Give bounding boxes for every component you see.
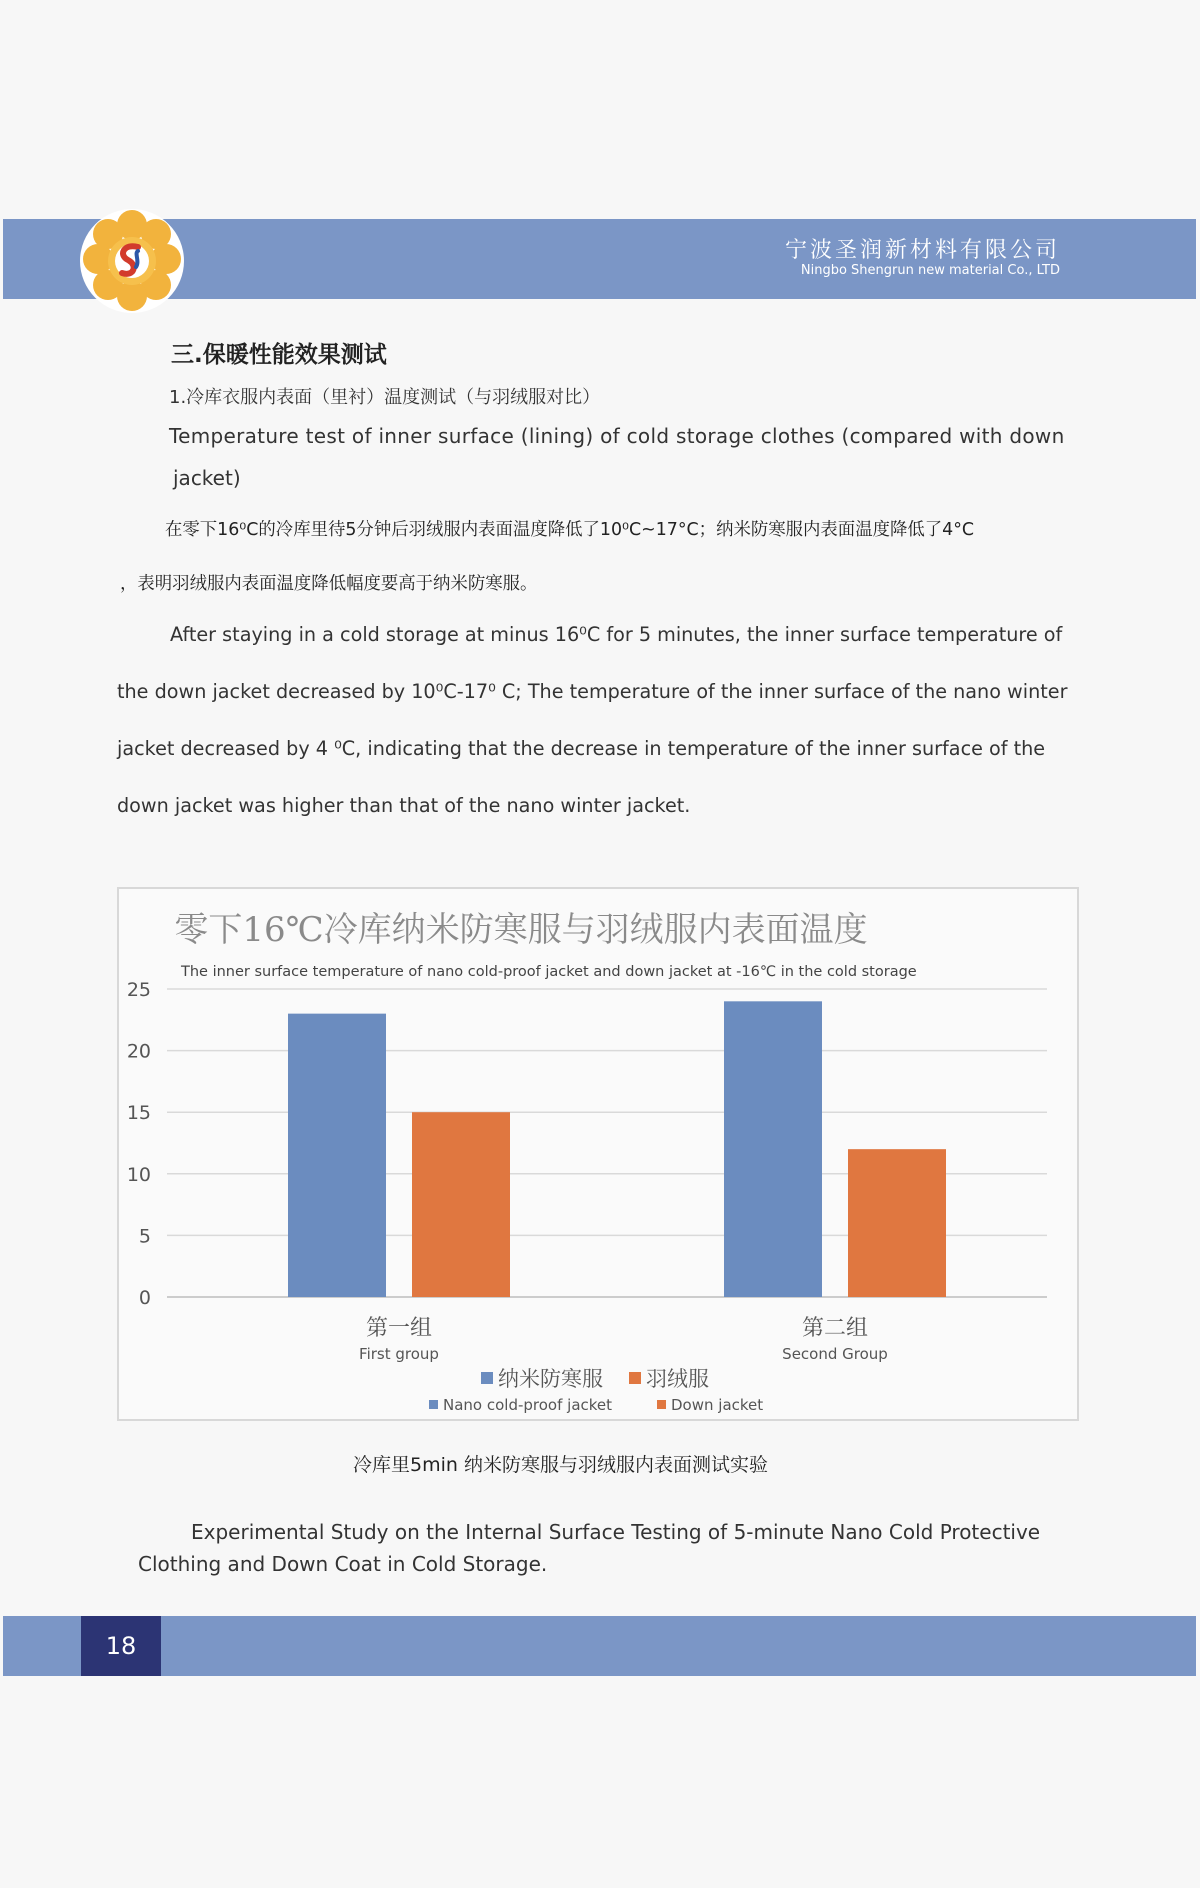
footer-band bbox=[3, 1616, 1196, 1676]
x-category-label-cn: 第二组 bbox=[801, 1316, 869, 1341]
paragraph-en-line-1: After staying in a cold storage at minus 16⁰C for 5 minutes, the inner surface temperature of bbox=[170, 623, 1063, 646]
y-tick-label: 10 bbox=[126, 1163, 151, 1186]
x-category-label-cn: 第一组 bbox=[365, 1316, 433, 1341]
legend-label-en: Down jacket bbox=[671, 1396, 764, 1414]
subtitle-en-line-1: Temperature test of inner surface (lining) of cold storage clothes (compared with down bbox=[169, 424, 1065, 448]
x-category-label-en: Second Group bbox=[782, 1345, 888, 1363]
bar-down-jacket-group-1 bbox=[412, 1112, 510, 1297]
bar-nano-jacket-group-2 bbox=[724, 1001, 822, 1297]
y-tick-label: 25 bbox=[126, 979, 151, 1001]
subtitle-cn: 1.冷库衣服内表面（里衬）温度测试（与羽绒服对比） bbox=[169, 387, 601, 408]
legend-swatch-en-down-jacket bbox=[657, 1400, 666, 1409]
company-name-en: Ningbo Shengrun new material Co., LTD bbox=[800, 263, 1060, 278]
chart-subtitle: The inner surface temperature of nano cold-proof jacket and down jacket at -16℃ in the cold storage bbox=[181, 964, 917, 980]
caption-en-line-2: Clothing and Down Coat in Cold Storage. bbox=[138, 1552, 548, 1576]
paragraph-en-line-2: the down jacket decreased by 10⁰C-17⁰ C; The temperature of the inner surface of the nano winter bbox=[117, 680, 1068, 703]
legend-label-en: Nano cold-proof jacket bbox=[443, 1396, 613, 1414]
chart-title: 零下16℃冷库纳米防寒服与羽绒服内表面温度 bbox=[174, 910, 868, 950]
company-name-cn: 宁波圣润新材料有限公司 bbox=[784, 238, 1060, 263]
legend-label-cn: 纳米防寒服 bbox=[498, 1367, 603, 1391]
bar-nano-jacket-group-1 bbox=[288, 1014, 386, 1297]
legend-swatch-nano-jacket bbox=[481, 1372, 493, 1384]
legend-label-cn: 羽绒服 bbox=[646, 1367, 709, 1391]
section-title: 三.保暖性能效果测试 bbox=[171, 342, 387, 368]
legend-swatch-down-jacket bbox=[629, 1372, 641, 1384]
bar-chart bbox=[119, 889, 1077, 1419]
subtitle-en-line-2: jacket) bbox=[173, 466, 241, 490]
chart-frame bbox=[117, 887, 1079, 1421]
y-tick-label: 15 bbox=[126, 1102, 151, 1125]
bar-down-jacket-group-2 bbox=[848, 1149, 946, 1297]
x-category-label-en: First group bbox=[359, 1345, 439, 1363]
chart-caption-cn: 冷库里5min 纳米防寒服与羽绒服内表面测试实验 bbox=[353, 1454, 768, 1476]
paragraph-cn-line-1: 在零下16⁰C的冷库里待5分钟后羽绒服内表面温度降低了10⁰C~17°C；纳米防寒服内表面温度降低了4°C bbox=[165, 520, 975, 540]
caption-en-line-1: Experimental Study on the Internal Surface Testing of 5-minute Nano Cold Protective bbox=[191, 1520, 1041, 1544]
y-tick-label: 20 bbox=[126, 1040, 151, 1063]
y-tick-label: 5 bbox=[138, 1225, 151, 1248]
paragraph-cn-line-2: ，表明羽绒服内表面温度降低幅度要高于纳米防寒服。 bbox=[120, 574, 538, 594]
paragraph-en-line-4: down jacket was higher than that of the nano winter jacket. bbox=[117, 794, 691, 817]
paragraph-en-line-3: jacket decreased by 4 ⁰C, indicating that the decrease in temperature of the inner surface of the bbox=[117, 737, 1046, 760]
page-number: 18 bbox=[81, 1616, 161, 1676]
y-tick-label: 0 bbox=[138, 1287, 151, 1309]
flower-s-logo-icon bbox=[76, 209, 188, 313]
legend-swatch-en-nano-jacket bbox=[429, 1400, 438, 1409]
